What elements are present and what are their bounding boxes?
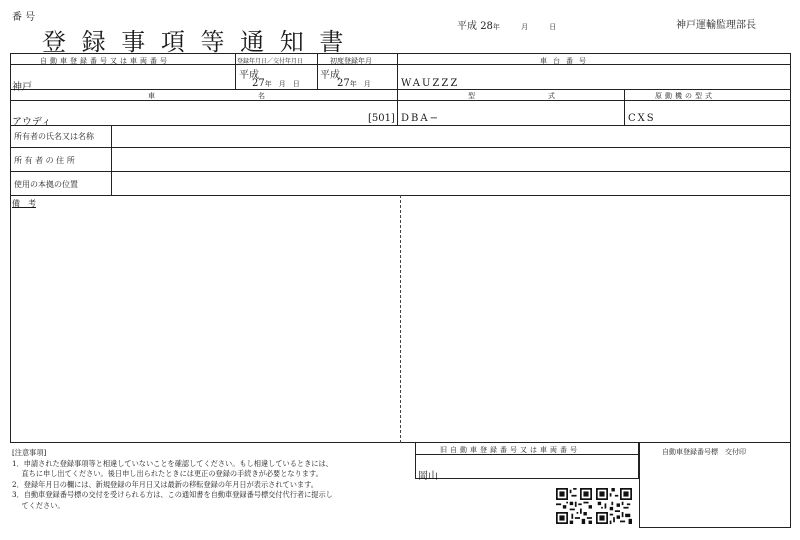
qr-code-icon <box>596 488 632 524</box>
vehicle-name-label-2: 名 <box>258 92 265 100</box>
reg-number-value: 神戸 <box>12 82 32 93</box>
row2-divider-2 <box>624 89 625 125</box>
reg-date-era: 平成 <box>239 70 259 81</box>
reg-date-label: 登録年月日／交付年月日 <box>237 58 304 65</box>
vehicle-name-value: アウディ <box>12 117 52 128</box>
first-reg-value <box>337 78 371 89</box>
vehicle-name-label-1: 車 <box>148 92 155 100</box>
reg-date-year: 27 <box>252 78 265 89</box>
issue-date-era: 平成 <box>457 21 477 32</box>
owner-name-rule <box>10 147 791 148</box>
reg-date-units: 年 月 日 <box>264 80 300 88</box>
base-location-label: 使用の本拠の位置 <box>14 180 78 189</box>
notes-item: 3．自動車登録番号標の交付を受けられる方は、この通知書を自動車登録番号標交付代行者に提示し <box>12 490 333 499</box>
owner-name-label: 所有者の氏名又は名称 <box>14 132 94 141</box>
document-title: 登 録 事 項 等 通 知 書 <box>42 28 348 56</box>
notes-item: 1．申請された登録事項等と相違していないことを確認してください。もし相違しているときには、 <box>12 458 333 468</box>
notes-item: 直ちに申し出てください。後日申し出られたときには更正の登録の手続きが必要となります。 <box>12 469 323 478</box>
old-reg-label: 旧自動車登録番号又は車両番号 <box>440 446 580 454</box>
issuer: 神戸運輸監理部長 <box>676 20 756 31</box>
old-reg-value: 岡山 <box>418 471 438 482</box>
model-label-1: 型 <box>468 92 475 100</box>
notes-heading: [注意事項] <box>12 448 47 457</box>
vehicle-code-value: [501] <box>368 113 395 124</box>
remarks-divider <box>400 195 401 443</box>
issue-date-day-unit: 日 <box>549 23 557 31</box>
first-reg-era: 平成 <box>320 70 340 81</box>
row1-bottom-rule <box>10 89 791 90</box>
model-label-2: 式 <box>548 92 555 100</box>
reg-date-value <box>252 78 300 89</box>
issue-date <box>457 17 556 32</box>
issue-date-month-unit: 月 <box>521 23 529 31</box>
engine-type-value: CXS <box>628 113 656 124</box>
row2-bottom-rule <box>10 125 791 126</box>
notes-section <box>12 448 333 511</box>
owner-address-label: 所 有 者 の 住 所 <box>14 156 75 165</box>
remarks-label: 備 考 <box>12 199 36 208</box>
reg-number-label: 自動車登録番号又は車両番号 <box>40 57 170 65</box>
row2-divider-1 <box>397 89 398 125</box>
owner-address-rule <box>10 171 791 172</box>
notes-item: てください。 <box>12 500 65 510</box>
row1-divider-1 <box>235 53 236 89</box>
notes-item: 2．登録年月日の欄には、新規登録の年月日又は最新の移転登録の年月日が表示されています。 <box>12 479 318 489</box>
plate-issuer-label: 自動車登録番号標 交付印 <box>662 448 746 456</box>
engine-type-label: 原動機の型式 <box>655 92 715 100</box>
row1-divider-2 <box>317 53 318 89</box>
first-reg-units: 年 月 <box>349 80 371 88</box>
issue-date-year: 28 <box>480 21 493 32</box>
first-reg-label: 初度登録年月 <box>330 57 372 65</box>
chassis-number-label: 車台番号 <box>540 57 592 65</box>
issue-date-year-unit: 年 <box>492 23 500 31</box>
number-label: 番 号 <box>12 12 36 23</box>
qr-code-icon <box>556 488 592 524</box>
chassis-number-value: WAUZZZ <box>401 78 460 89</box>
row1-divider-3 <box>397 53 398 89</box>
first-reg-year: 27 <box>337 78 350 89</box>
model-value: DBA− <box>401 113 440 124</box>
owner-label-divider <box>111 125 112 195</box>
